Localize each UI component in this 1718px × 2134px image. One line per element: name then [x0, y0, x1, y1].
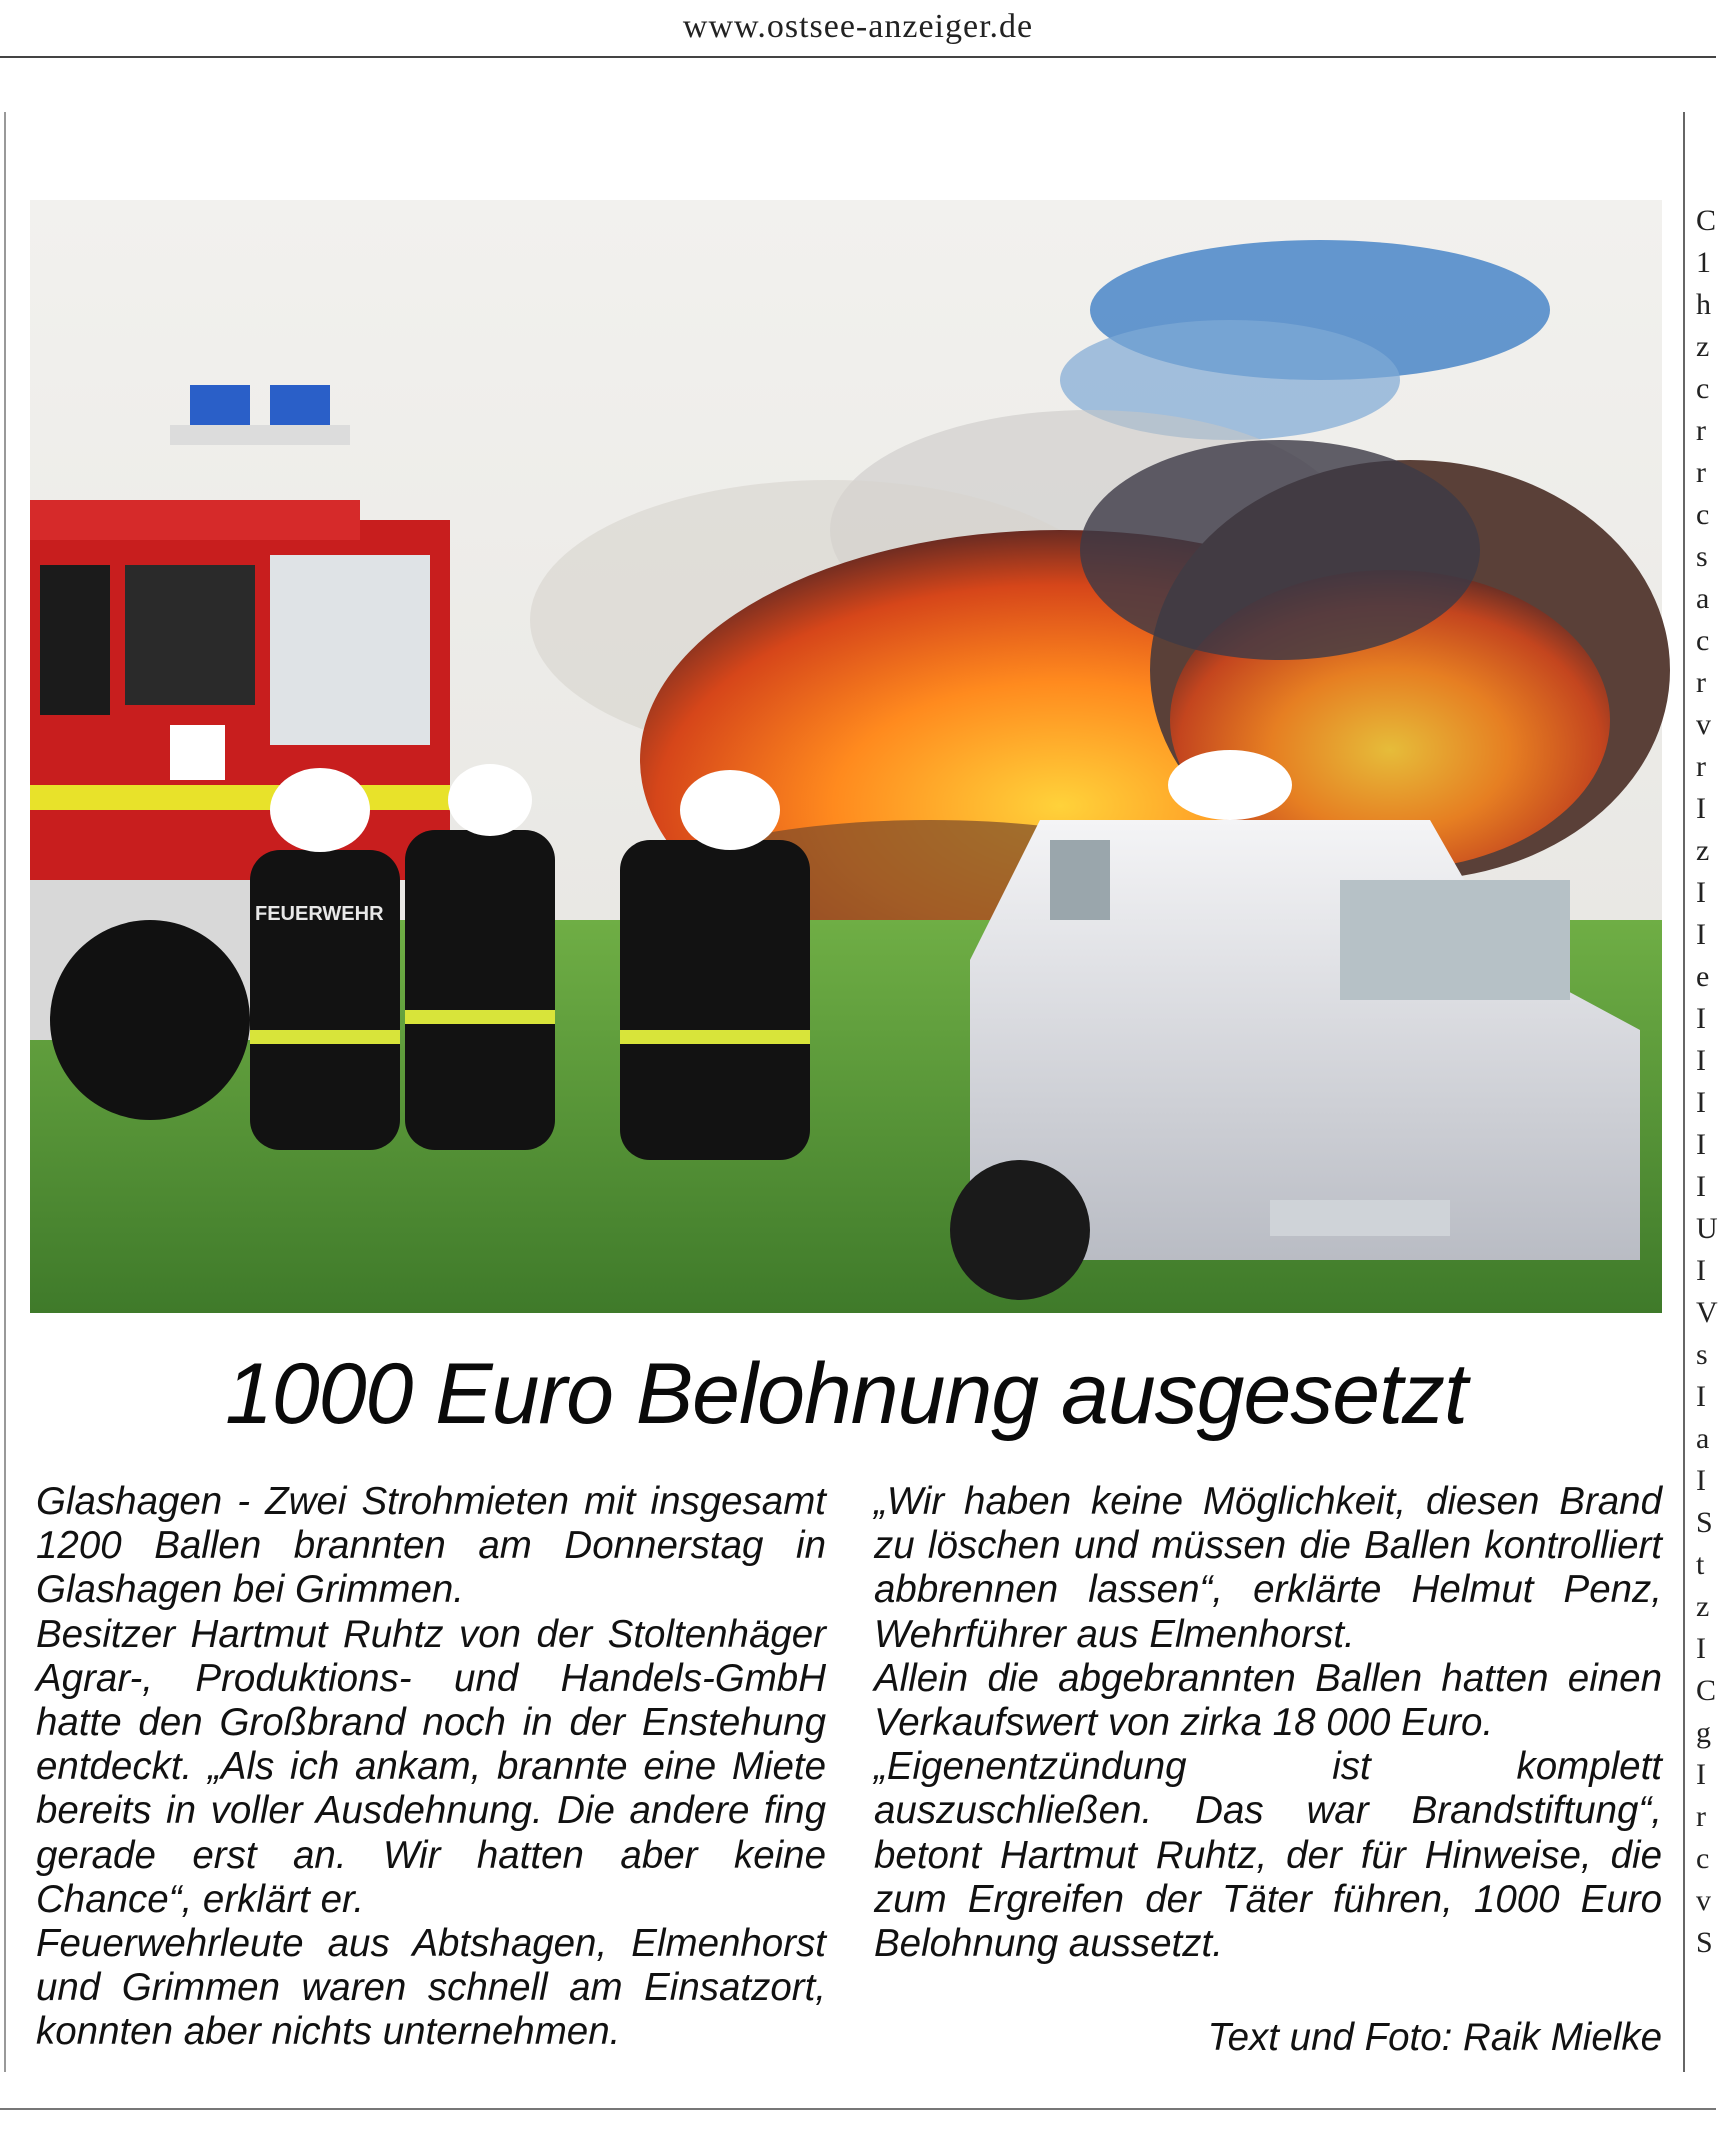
headline: 1000 Euro Belohnung ausgesetzt [225, 1346, 1467, 1442]
paragraph: „Eigenentzündung ist komplett auszuschließen. Das war Brandstiftung“, betont Hartmut Ruhtz, der für Hinweise, die zum Ergreifen der Täter führen, 1000 Euro Belohnung aussetzt. [874, 1745, 1662, 1966]
fragment-letter: c [1696, 624, 1710, 657]
fragment-letter: z [1696, 330, 1710, 363]
fragment-letter: e [1696, 960, 1710, 993]
fragment-letter: g [1696, 1716, 1711, 1749]
article-photo [30, 200, 1662, 1313]
fragment-letter: s [1696, 1338, 1708, 1371]
fragment-letter: I [1696, 1002, 1706, 1035]
website-url[interactable]: www.ostsee-anzeiger.de [682, 8, 1034, 45]
fragment-letter: v [1696, 1884, 1711, 1917]
article-column-left [36, 1480, 826, 2055]
fragment-letter: z [1696, 834, 1710, 867]
fragment-letter: I [1696, 1086, 1706, 1119]
fragment-letter: C [1696, 1674, 1717, 1707]
fragment-letter: I [1696, 918, 1706, 951]
paragraph: „Wir haben keine Möglichkeit, diesen Brand zu löschen und müssen die Ballen kontrolliert abbrennen lassen“, erklärte Helmut Penz, Wehrführer aus Elmenhorst. [874, 1480, 1662, 1656]
fragment-letter: t [1696, 1548, 1705, 1581]
paragraph: Besitzer Hartmut Ruhtz von der Stoltenhäger Agrar-, Produktions- und Handels-GmbH hatte den Großbrand noch in der Enstehung entdeckt. „Als ich ankam, brannte eine Miete bereits in voller Ausdehnung. Die andere fing gerade erst an. Wir hatten aber keine Chance“, erklärt er. [36, 1612, 826, 1921]
fragment-letter: h [1696, 288, 1711, 321]
fragment-letter: U [1696, 1212, 1718, 1245]
fragment-letter: a [1696, 582, 1710, 615]
paragraph: Allein die abgebrannten Ballen hatten einen Verkaufswert von zirka 18 000 Euro. [874, 1656, 1662, 1745]
fragment-letter: S [1696, 1926, 1713, 1959]
column-rule-right [1683, 112, 1685, 2072]
fragment-letter: I [1696, 1254, 1706, 1287]
fragment-letter: I [1696, 1632, 1706, 1665]
article-column-right [874, 1480, 1662, 1966]
fragment-letter: c [1696, 372, 1710, 405]
photo-credit: Text und Foto: Raik Mielke [1207, 2016, 1662, 2059]
fragment-letter: c [1696, 1842, 1710, 1875]
bottom-rule [0, 2108, 1716, 2110]
jacket-label: FEUERWEHR [255, 903, 384, 925]
fragment-letter: r [1696, 1800, 1706, 1833]
fragment-letter: I [1696, 1380, 1706, 1413]
masthead [0, 0, 1716, 58]
fragment-letter: v [1696, 708, 1711, 741]
neighboring-article-fragment [1696, 200, 1718, 2080]
fragment-letter: r [1696, 414, 1706, 447]
fragment-letter: S [1696, 1506, 1713, 1539]
fragment-letter: I [1696, 1758, 1706, 1791]
fragment-letter: z [1696, 1590, 1710, 1623]
fragment-letter: I [1696, 1128, 1706, 1161]
column-rule-left [4, 112, 6, 2072]
fragment-letter: I [1696, 1464, 1706, 1497]
fire-scene-illustration [30, 200, 1662, 1313]
fragment-letter: r [1696, 456, 1706, 489]
fragment-letter: r [1696, 750, 1706, 783]
fragment-letter: I [1696, 1170, 1706, 1203]
fragment-letter: I [1696, 792, 1706, 825]
fragment-letter: a [1696, 1422, 1710, 1455]
paragraph: Glashagen - Zwei Strohmieten mit insgesamt 1200 Ballen brannten am Donnerstag in Glashagen bei Grimmen. [36, 1480, 826, 1612]
fragment-letter: V [1696, 1296, 1718, 1329]
fragment-letter: c [1696, 498, 1710, 531]
fragment-letter: r [1696, 666, 1706, 699]
fragment-letter: I [1696, 876, 1706, 909]
fragment-letter: C [1696, 204, 1717, 237]
fragment-letter: s [1696, 540, 1708, 573]
paragraph: Feuerwehrleute aus Abtshagen, Elmenhorst und Grimmen waren schnell am Einsatzort, konnten aber nichts unternehmen. [36, 1922, 826, 2054]
fragment-letter: I [1696, 1044, 1706, 1077]
fragment-letter: 1 [1696, 246, 1711, 279]
